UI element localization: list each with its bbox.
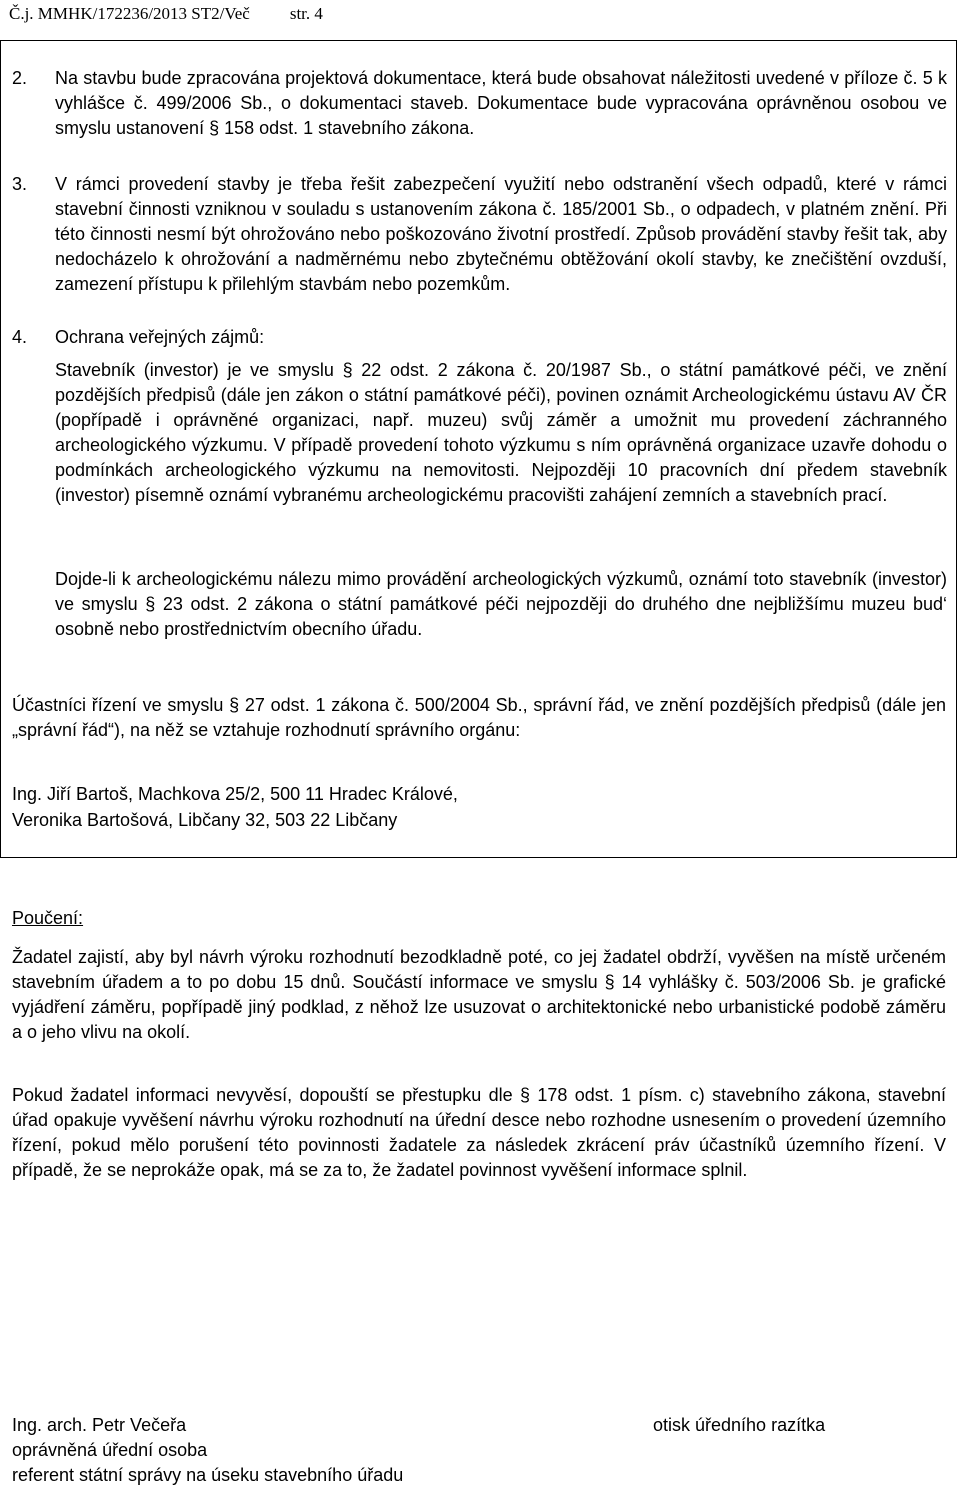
document-reference: Č.j. MMHK/172236/2013 ST2/Več <box>9 4 250 23</box>
condition-4 <box>12 325 947 350</box>
participant-1: Ing. Jiří Bartoš, Machkova 25/2, 500 11 Hradec Králové, <box>12 784 458 804</box>
instruction-paragraph-2: Pokud žadatel informaci nevyvěsí, dopouští se přestupku dle § 178 odst. 1 písm. c) stavebního zákona, stavební úřad opakuje vyvěšení návrhu výroku rozhodnutí na úřední desce nebo rozhodne usnesením o provedení územního řízení, pokud mělo porušení této povinnosti žadatele za následek zkrácení práv účastníků územního řízení. V případě, že se neprokáže opak, má se za to, že žadatel povinnost vyvěšení informace splnil. <box>12 1085 946 1180</box>
condition-2 <box>12 66 947 141</box>
instruction-heading: Poučení: <box>12 908 84 928</box>
condition-text: V rámci provedení stavby je třeba řešit zabezpečení využití nebo odstranění všech odpadů, které v rámci stavební činnosti vzniknou v souladu s ustanovením zákona č. 185/2001 Sb., o odpadech, v platném znění. Při této činnosti nesmí být ohrožováno nebo poškozováno životní prostředí. Způsob provádění stavby řešit tak, aby nedocházelo k ohrožování a nadměrnému nebo zbytečnému obtěžování okolí stavby, ke znečištění ovzduší, zamezení přístupu k přilehlým stavbám nebo pozemkům. <box>55 174 947 294</box>
signatory-role: oprávněná úřední osoba <box>12 1440 208 1460</box>
participants-intro: Účastníci řízení ve smyslu § 27 odst. 1 zákona č. 500/2004 Sb., správní řád, ve znění pozdějších předpisů (dále jen „správní řád“), na něž se vztahuje rozhodnutí správního orgánu: <box>12 695 946 740</box>
condition-number: 2. <box>12 68 28 88</box>
page-header <box>9 4 323 24</box>
instruction-paragraph-1: Žadatel zajistí, aby byl návrh výroku rozhodnutí bezodkladně poté, co jej žadatel obdrží, vyvěšen na místě určeném stavebním úřadem a to po dobu 15 dnů. Součástí informace ve smyslu § 14 vyhlášky č. 503/2006 Sb. je grafické vyjádření záměru, popřípadě jiný podklad, z něhož lze usuzovat o architektonické nebo urbanistické podobě záměru a o jeho vlivu na okolí. <box>12 947 946 1042</box>
page-number: str. 4 <box>289 4 323 23</box>
signatory-name: Ing. arch. Petr Večeřa <box>12 1415 187 1435</box>
condition-4-paragraph-2: Dojde-li k archeologickému nálezu mimo provádění archeologických výzkumů, oznámí toto stavebník (investor) ve smyslu § 23 odst. 2 zákona o státní památkové péči nejpozději do druhého dne nejbližšímu muzeu bud‘ osobně nebo prostřednictvím obecního úřadu. <box>55 569 947 639</box>
signatory-position: referent státní správy na úseku stavebního úřadu <box>12 1465 404 1485</box>
condition-number: 4. <box>12 327 28 347</box>
condition-number: 3. <box>12 174 28 194</box>
condition-heading: Ochrana veřejných zájmů: <box>55 327 265 347</box>
stamp-placeholder: otisk úředního razítka <box>653 1415 826 1435</box>
participant-2: Veronika Bartošová, Libčany 32, 503 22 Libčany <box>12 810 398 830</box>
condition-3 <box>12 172 947 297</box>
condition-text: Na stavbu bude zpracována projektová dokumentace, která bude obsahovat náležitosti uvedené v příloze č. 5 k vyhlášce č. 499/2006 Sb., o dokumentaci staveb. Dokumentace bude vypracována oprávněnou osobou ve smyslu ustanovení § 158 odst. 1 stavebního zákona. <box>55 68 947 138</box>
condition-4-paragraph-1: Stavebník (investor) je ve smyslu § 22 odst. 2 zákona č. 20/1987 Sb., o státní památkové péči, ve znění pozdějších předpisů (dále jen zákon o státní památkové péči), povinen oznámit Archeologickému ústavu AV ČR (popřípadě i oprávněné organizaci, např. muzeu) svůj záměr a umožnit mu provedení záchranného archeologického výzkumu. V případě provedení tohoto výzkumu s ním oprávněná organizace uzavře dohodu o podmínkách archeologického výzkumu na nemovitosti. Nejpozději 10 pracovních dní předem stavebník (investor) písemně oznámí vybranému archeologickému pracovišti zahájení zemních a stavebních prací. <box>55 360 947 505</box>
